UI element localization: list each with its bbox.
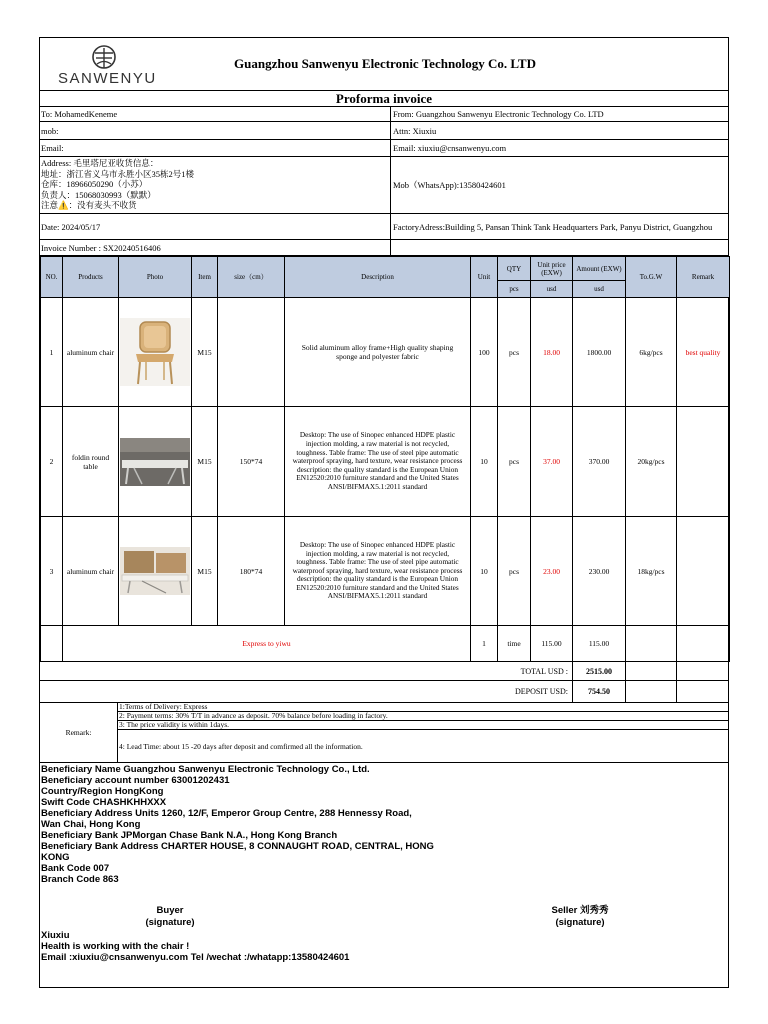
table-header-row bbox=[41, 257, 730, 281]
seller-label: Seller 刘秀秀 bbox=[551, 905, 609, 916]
header-size: size（cm） bbox=[218, 257, 285, 298]
row-qty: 10 bbox=[471, 407, 498, 517]
address-line: Address: 毛里塔尼亚收货信息： bbox=[41, 158, 159, 168]
express-label: Express to yiwu bbox=[63, 626, 471, 662]
bank-line: Country/Region HongKong bbox=[41, 786, 164, 797]
header-photo: Photo bbox=[119, 257, 192, 298]
info-row-invoice-number bbox=[40, 240, 728, 256]
row-unit-price: 18.00 bbox=[531, 298, 573, 407]
express-amount: 115.00 bbox=[573, 626, 626, 662]
row-description: Desktop: The use of Sinopec enhanced HDPE plastic injection molding, a raw material is not recycled, toughness. Table frame: The use of steel pipe automatic waterproof spraying, hard texture, wear resistance process description: the quality standard is the European Union EN12520:2010 furniture standard and the United States ANSI/BIFMAX5.1:2011 standard bbox=[285, 407, 471, 517]
divider bbox=[676, 681, 677, 702]
info-row-to-from bbox=[40, 106, 728, 122]
row-photo bbox=[119, 407, 192, 517]
footer-line: Health is working with the chair ! bbox=[41, 941, 190, 952]
deposit-value: 754.50 bbox=[572, 681, 626, 702]
bank-line: Beneficiary Address Units 1260, 12/F, Emperor Group Centre, 288 Hennessy Road, bbox=[41, 808, 412, 819]
buyer-signature bbox=[120, 905, 220, 929]
row-remark bbox=[677, 517, 730, 626]
row-item: M15 bbox=[192, 298, 218, 407]
row-no: 2 bbox=[41, 407, 63, 517]
row-amount: 370.00 bbox=[573, 407, 626, 517]
row-size: 180*74 bbox=[218, 517, 285, 626]
header-unit-price-sub: usd bbox=[531, 281, 573, 298]
attn-field: Attn: Xiuxiu bbox=[393, 125, 437, 136]
empty-cell bbox=[626, 626, 677, 662]
email-left-field: Email: bbox=[40, 140, 391, 156]
info-row-address bbox=[40, 157, 728, 214]
address-line: 仓库：18966050290（小苏） bbox=[41, 179, 148, 189]
bank-line: Branch Code 863 bbox=[41, 874, 119, 885]
header-remark: Remark bbox=[677, 257, 730, 298]
folding-table-photo bbox=[120, 438, 190, 486]
invoice-header bbox=[40, 38, 728, 90]
header-description: Description bbox=[285, 257, 471, 298]
address-block bbox=[40, 157, 391, 213]
empty-cell bbox=[677, 626, 730, 662]
company-logo bbox=[58, 44, 157, 88]
deposit-label: DEPOSIT USD: bbox=[515, 687, 568, 696]
row-item: M15 bbox=[192, 517, 218, 626]
bank-line: Beneficiary account number 63001202431 bbox=[41, 775, 230, 786]
express-unit: time bbox=[498, 626, 531, 662]
row-description: Desktop: The use of Sinopec enhanced HDPE plastic injection molding, a raw material is not recycled, toughness. Table frame: The use of steel pipe automatic waterproof spraying, hard texture, wear resistance process description: the quality standard is the European Union EN12520:2010 furniture standard and the United States ANSI/BIFMAX5.1:2011 standard bbox=[285, 517, 471, 626]
row-unit-price: 37.00 bbox=[531, 407, 573, 517]
items-table bbox=[40, 256, 730, 662]
table-row bbox=[41, 407, 730, 517]
info-row-email bbox=[40, 140, 728, 157]
row-item: M15 bbox=[192, 407, 218, 517]
row-photo bbox=[119, 298, 192, 407]
row-gw: 18kg/pcs bbox=[626, 517, 677, 626]
row-unit: pcs bbox=[498, 517, 531, 626]
bank-line: Beneficiary Bank Address CHARTER HOUSE, 8 CONNAUGHT ROAD, CENTRAL, HONG bbox=[41, 841, 434, 852]
info-row-mob-attn bbox=[40, 122, 728, 140]
stacked-tables-photo bbox=[120, 547, 190, 595]
row-remark: best quality bbox=[677, 298, 730, 407]
bank-line: Swift Code CHASHKHHXXX bbox=[41, 797, 167, 808]
company-name: Guangzhou Sanwenyu Electronic Technology Co. LTD bbox=[234, 56, 536, 71]
remark-line: 2: Payment terms: 30% T/T in advance as deposit. 70% balance before loading in factory. bbox=[118, 712, 728, 721]
divider bbox=[676, 662, 677, 680]
factory-address-field: FactoryAdress:Building 5, Pansan Think Tank Headquarters Park, Panyu District, Guangzhou bbox=[393, 221, 713, 232]
header-gw: To.G.W bbox=[626, 257, 677, 298]
row-gw: 6kg/pcs bbox=[626, 298, 677, 407]
footer-contact bbox=[41, 930, 349, 963]
total-label: TOTAL USD : bbox=[520, 666, 568, 676]
logo-text: SANWENYU bbox=[58, 70, 157, 87]
row-unit-price: 23.00 bbox=[531, 517, 573, 626]
bank-line: Beneficiary Bank JPMorgan Chase Bank N.A., Hong Kong Branch bbox=[41, 830, 338, 841]
buyer-label: Buyer bbox=[156, 905, 184, 916]
row-gw: 20kg/pcs bbox=[626, 407, 677, 517]
table-row bbox=[41, 298, 730, 407]
row-product: aluminum chair bbox=[63, 298, 119, 407]
row-qty: 10 bbox=[471, 517, 498, 626]
invoice-number-field: Invoice Number : SX20240516406 bbox=[40, 240, 391, 255]
bank-line: Bank Code 007 bbox=[41, 863, 110, 874]
mob-whatsapp-field: Mob（WhatsApp):13580424601 bbox=[393, 180, 506, 190]
invoice-sheet bbox=[39, 37, 729, 988]
sanwenyu-logo-icon bbox=[86, 44, 122, 70]
address-line: 地址：浙江省义乌市永胜小区35栋2号1楼 bbox=[41, 168, 195, 179]
row-qty: 100 bbox=[471, 298, 498, 407]
to-field: To: MohamedKeneme bbox=[40, 106, 391, 121]
bank-details bbox=[41, 764, 601, 885]
express-row bbox=[41, 626, 730, 662]
row-no: 3 bbox=[41, 517, 63, 626]
seller-sig-label: (signature) bbox=[555, 917, 605, 928]
header-unit-price: Unit price (EXW) bbox=[531, 257, 573, 281]
total-value: 2515.00 bbox=[572, 662, 626, 680]
row-unit: pcs bbox=[498, 298, 531, 407]
table-row bbox=[41, 517, 730, 626]
row-size bbox=[218, 298, 285, 407]
aluminum-chair-photo bbox=[120, 318, 190, 386]
row-remark bbox=[677, 407, 730, 517]
address-line: 注意⚠️：没有麦头不收货 bbox=[41, 200, 137, 210]
row-description: Solid aluminum alloy frame+High quality shaping sponge and polyester fabric bbox=[285, 298, 471, 407]
bank-line: KONG bbox=[41, 852, 70, 863]
remark-label: Remark: bbox=[40, 703, 118, 762]
mob-field: mob: bbox=[40, 122, 391, 139]
total-row bbox=[40, 662, 728, 681]
express-unit-price: 115.00 bbox=[531, 626, 573, 662]
remark-section bbox=[40, 703, 728, 763]
row-unit: pcs bbox=[498, 407, 531, 517]
bank-line: Beneficiary Name Guangzhou Sanwenyu Electronic Technology Co., Ltd. bbox=[41, 764, 370, 775]
buyer-sig-label: (signature) bbox=[145, 917, 195, 928]
info-row-date-factory bbox=[40, 214, 728, 240]
deposit-row bbox=[40, 681, 728, 703]
document-title: Proforma invoice bbox=[40, 90, 728, 107]
header-qty: QTY bbox=[498, 257, 531, 281]
from-field: From: Guangzhou Sanwenyu Electronic Technology Co. LTD bbox=[393, 108, 604, 119]
header-products: Products bbox=[63, 257, 119, 298]
address-line: 负责人：15068030993（默默） bbox=[41, 189, 156, 200]
email-right-field: Email: xiuxiu@cnsanwenyu.com bbox=[393, 143, 507, 153]
header-amount: Amount (EXW) bbox=[573, 257, 626, 281]
row-size: 150*74 bbox=[218, 407, 285, 517]
seller-signature bbox=[525, 905, 635, 929]
row-no: 1 bbox=[41, 298, 63, 407]
remark-line: 4: Lead Time: about 15 -20 days after deposit and comfirmed all the information. bbox=[119, 741, 363, 751]
express-qty: 1 bbox=[471, 626, 498, 662]
header-item: Item bbox=[192, 257, 218, 298]
remark-line: 3: The price validity is within 1days. bbox=[118, 721, 728, 730]
row-product: aluminum chair bbox=[63, 517, 119, 626]
row-amount: 230.00 bbox=[573, 517, 626, 626]
empty-cell bbox=[392, 240, 728, 255]
header-amount-sub: usd bbox=[573, 281, 626, 298]
remark-line: 1:Terms of Delivery: Express bbox=[118, 703, 728, 712]
header-no: NO. bbox=[41, 257, 63, 298]
header-unit: Unit bbox=[471, 257, 498, 298]
footer-line: Email :xiuxiu@cnsanwenyu.com Tel /wechat :/whatapp:13580424601 bbox=[41, 952, 350, 963]
header-qty-sub: pcs bbox=[498, 281, 531, 298]
empty-cell bbox=[41, 626, 63, 662]
date-field: Date: 2024/05/17 bbox=[40, 214, 391, 239]
row-product: foldin round table bbox=[63, 407, 119, 517]
bank-line: Wan Chai, Hong Kong bbox=[41, 819, 141, 830]
row-photo bbox=[119, 517, 192, 626]
footer-line: Xiuxiu bbox=[41, 930, 70, 941]
row-amount: 1800.00 bbox=[573, 298, 626, 407]
